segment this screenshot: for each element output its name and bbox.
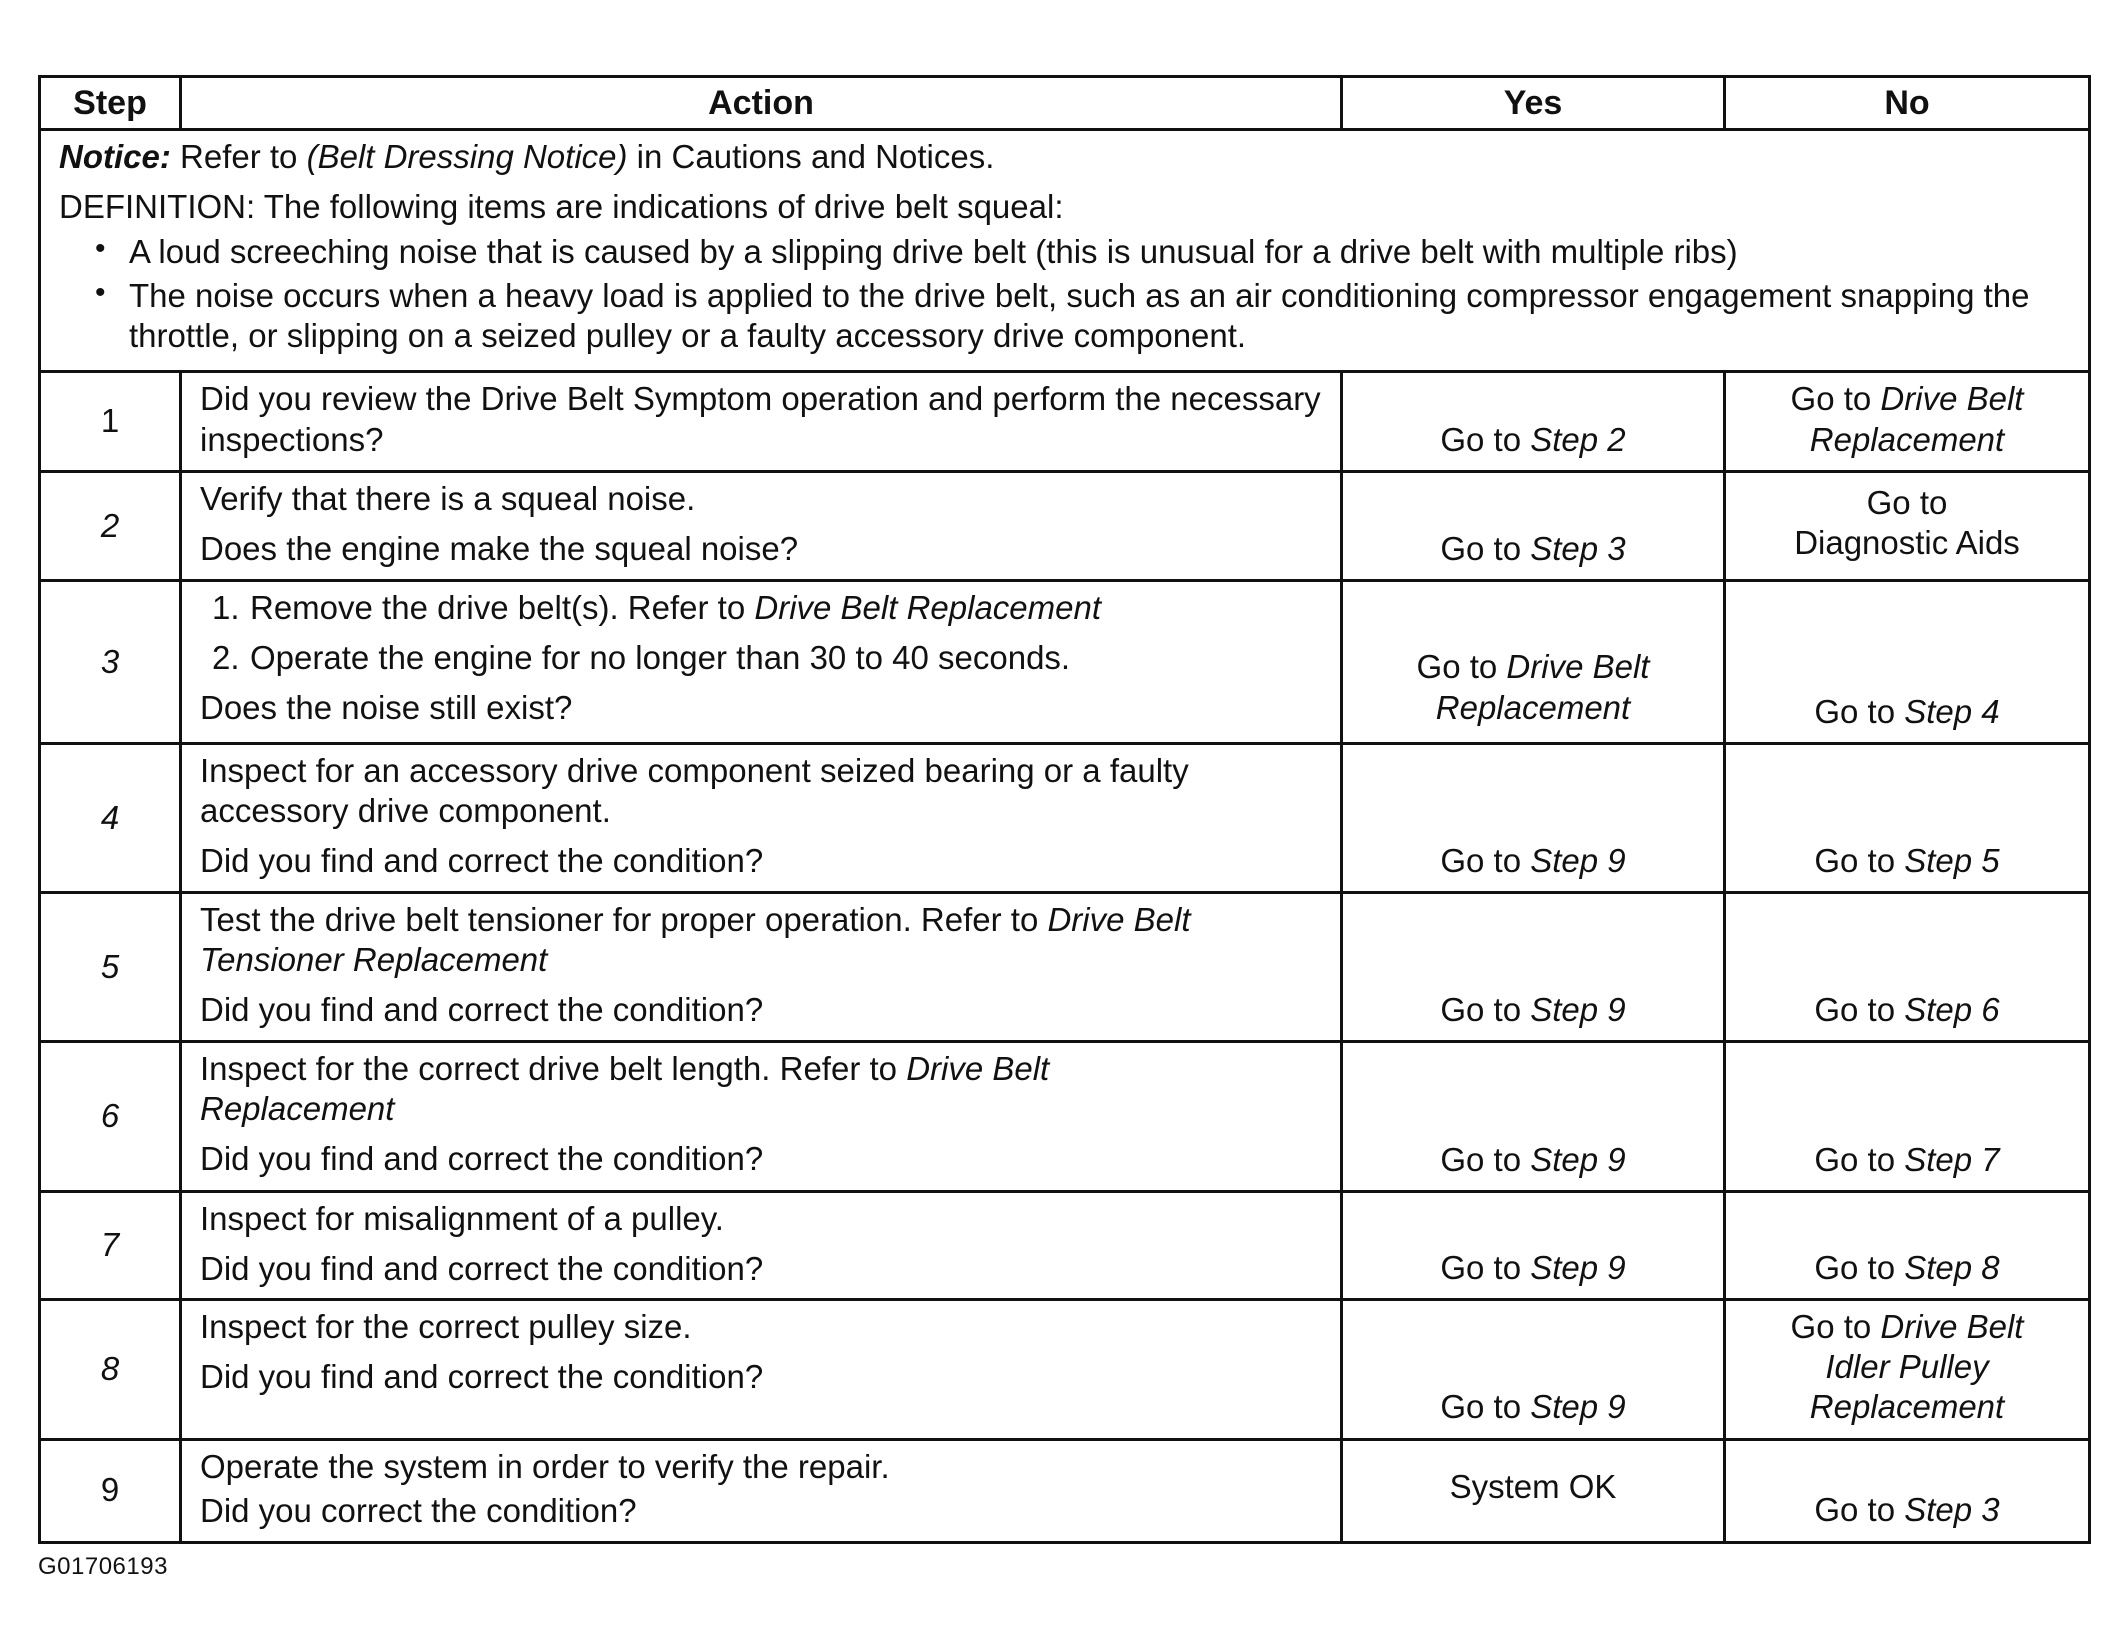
yes-cell xyxy=(1342,1191,1725,1299)
intro-cell xyxy=(40,130,2090,372)
no-reference: Step 8 xyxy=(1904,1248,2000,1286)
yes-reference: Step 9 xyxy=(1530,1388,1626,1426)
action-question: Did you find and correct the condition? xyxy=(200,1358,764,1395)
definition-bullet-item xyxy=(95,231,2072,272)
action-text: Test the drive belt tensioner for proper operation. Refer to Drive Belt Tensioner Replacement xyxy=(200,900,1191,978)
definition-bullet-item xyxy=(95,275,2072,357)
action-question: Did you find and correct the condition? xyxy=(200,842,764,880)
yes-cell xyxy=(1342,892,1725,1041)
goto-text: Go to xyxy=(1814,692,1905,730)
header-yes: Yes xyxy=(1342,77,1725,130)
step-number: 2 xyxy=(40,471,181,580)
no-cell xyxy=(1725,372,2090,472)
action-text: Inspect for the correct pulley size. xyxy=(200,1307,692,1345)
notice-reference: (Belt Dressing Notice) xyxy=(306,138,628,175)
action-text: Inspect for an accessory drive component seized bearing or a faulty accessory drive component. xyxy=(200,751,1189,829)
step-number: 1 xyxy=(40,372,181,472)
action-question: Did you correct the condition? xyxy=(200,1491,637,1529)
notice-label: Notice: xyxy=(59,138,171,175)
yes-reference: Step 9 xyxy=(1530,1248,1626,1286)
step-number: 9 xyxy=(40,1439,181,1542)
notice-suffix: in Cautions and Notices. xyxy=(627,138,995,175)
action-question: Does the noise still exist? xyxy=(200,689,573,727)
table-row xyxy=(40,892,2090,1041)
bullet-glyph: • xyxy=(95,231,106,265)
no-cell xyxy=(1725,1439,2090,1542)
action-text: Inspect for the correct drive belt length. Refer to Drive Belt Replacement xyxy=(200,1049,1050,1127)
no-reference: Step 5 xyxy=(1904,841,2000,879)
table-row xyxy=(40,1439,2090,1542)
action-cell xyxy=(181,1041,1342,1191)
header-action: Action xyxy=(181,77,1342,130)
no-reference: Replacement xyxy=(1809,1388,2005,1426)
yes-text: System OK xyxy=(1449,1468,1617,1506)
definition-line: DEFINITION: The following items are indications of drive belt squeal: xyxy=(59,188,1064,226)
action-cell xyxy=(181,743,1342,892)
bullet-text: A loud screeching noise that is caused by a slipping drive belt (this is unusual for a drive belt with multiple ribs) xyxy=(129,232,1738,270)
yes-reference: Step 3 xyxy=(1530,529,1626,567)
step-number: 6 xyxy=(40,1041,181,1191)
goto-text: Go to xyxy=(1440,990,1531,1028)
header-step: Step xyxy=(40,77,181,130)
step-number: 3 xyxy=(40,580,181,743)
drive-belt-squeal-diagnostic-table xyxy=(38,75,2091,1544)
yes-reference: Replacement xyxy=(1435,688,1631,726)
action-reference: Drive Belt Replacement xyxy=(200,1049,1050,1127)
yes-cell xyxy=(1342,471,1725,580)
goto-text: Go to xyxy=(1814,990,1905,1028)
action-question: Did you find and correct the condition? xyxy=(200,1140,764,1178)
table-row xyxy=(40,580,2090,743)
action-list-item: 2. Operate the engine for no longer than 30 to 40 seconds. xyxy=(250,638,1326,678)
action-list-item: 1. Remove the drive belt(s). Refer to Drive Belt Replacement xyxy=(250,588,1326,628)
action-list xyxy=(200,588,1326,679)
no-cell xyxy=(1725,892,2090,1041)
yes-cell xyxy=(1342,1439,1725,1542)
yes-cell xyxy=(1342,1041,1725,1191)
action-cell xyxy=(181,1439,1342,1542)
yes-cell xyxy=(1342,743,1725,892)
yes-reference: Step 9 xyxy=(1530,1140,1626,1178)
no-text: Go to xyxy=(1866,483,1948,521)
no-cell xyxy=(1725,1041,2090,1191)
yes-reference: Drive Belt xyxy=(1506,648,1650,686)
goto-text: Go to xyxy=(1814,1140,1905,1178)
header-row xyxy=(40,77,2090,130)
goto-text: Go to xyxy=(1814,1491,1905,1529)
goto-text: Go to xyxy=(1440,841,1531,879)
action-cell xyxy=(181,892,1342,1041)
table-row xyxy=(40,1041,2090,1191)
action-cell xyxy=(181,1191,1342,1299)
goto-text: Go to xyxy=(1416,648,1507,686)
diagnostic-table-page xyxy=(38,75,2088,1544)
yes-cell xyxy=(1342,580,1725,743)
bullet-glyph: • xyxy=(95,275,106,309)
action-reference: Drive Belt Tensioner Replacement xyxy=(200,900,1191,978)
no-reference: Step 7 xyxy=(1904,1140,2000,1178)
step-number: 4 xyxy=(40,743,181,892)
action-question: Did you find and correct the condition? xyxy=(200,1250,764,1287)
action-text: Inspect for misalignment of a pulley. xyxy=(200,1199,724,1237)
action-cell xyxy=(181,372,1342,472)
action-cell xyxy=(181,580,1342,743)
intro-row xyxy=(40,130,2090,372)
action-cell xyxy=(181,1299,1342,1439)
list-number: 1. xyxy=(212,588,240,626)
definition-bullets xyxy=(59,232,2072,357)
action-cell xyxy=(181,471,1342,580)
table-row xyxy=(40,743,2090,892)
no-cell xyxy=(1725,1191,2090,1299)
no-cell xyxy=(1725,1299,2090,1439)
notice-line xyxy=(59,137,2072,177)
no-reference: Drive Belt xyxy=(1880,380,2024,418)
goto-text: Go to xyxy=(1440,529,1531,567)
yes-reference: Step 2 xyxy=(1530,420,1626,458)
no-reference: Drive Belt xyxy=(1880,1307,2024,1345)
no-reference: Step 6 xyxy=(1904,990,2000,1028)
table-row xyxy=(40,471,2090,580)
table-row xyxy=(40,1191,2090,1299)
goto-text: Go to xyxy=(1790,380,1881,418)
yes-reference: Step 9 xyxy=(1530,841,1626,879)
no-reference: Step 3 xyxy=(1904,1491,2000,1529)
action-text: Operate the system in order to verify the repair. xyxy=(200,1447,890,1485)
yes-cell xyxy=(1342,372,1725,472)
goto-text: Go to xyxy=(1790,1307,1881,1345)
action-text: Did you review the Drive Belt Symptom operation and perform the necessary inspections? xyxy=(200,380,1321,458)
no-cell xyxy=(1725,471,2090,580)
action-question: Did you find and correct the condition? xyxy=(200,991,764,1029)
no-reference: Replacement xyxy=(1809,420,2005,458)
goto-text: Go to xyxy=(1814,841,1905,879)
step-number: 5 xyxy=(40,892,181,1041)
no-cell xyxy=(1725,743,2090,892)
figure-id: G01706193 xyxy=(38,1553,168,1580)
header-no: No xyxy=(1725,77,2090,130)
action-question: Does the engine make the squeal noise? xyxy=(200,530,799,567)
notice-prefix: Refer to xyxy=(180,138,307,175)
action-reference: Drive Belt Replacement xyxy=(754,588,1102,626)
goto-text: Go to xyxy=(1440,1140,1531,1178)
no-text: Diagnostic Aids xyxy=(1794,523,2020,561)
goto-text: Go to xyxy=(1440,1248,1531,1286)
yes-cell xyxy=(1342,1299,1725,1439)
goto-text: Go to xyxy=(1440,1388,1531,1426)
goto-text: Go to xyxy=(1440,420,1531,458)
step-number: 7 xyxy=(40,1191,181,1299)
no-cell xyxy=(1725,580,2090,743)
goto-text: Go to xyxy=(1814,1248,1905,1286)
yes-reference: Step 9 xyxy=(1530,990,1626,1028)
table-row xyxy=(40,1299,2090,1439)
action-text: Verify that there is a squeal noise. xyxy=(200,479,696,517)
no-reference: Step 4 xyxy=(1904,692,2000,730)
step-number: 8 xyxy=(40,1299,181,1439)
list-number: 2. xyxy=(212,639,240,676)
table-row xyxy=(40,372,2090,472)
no-reference: Idler Pulley xyxy=(1825,1348,1989,1385)
bullet-text: The noise occurs when a heavy load is applied to the drive belt, such as an air conditioning compressor engagement snapping the throttle, or slipping on a seized pulley or a faulty accessory drive component. xyxy=(129,276,2030,354)
